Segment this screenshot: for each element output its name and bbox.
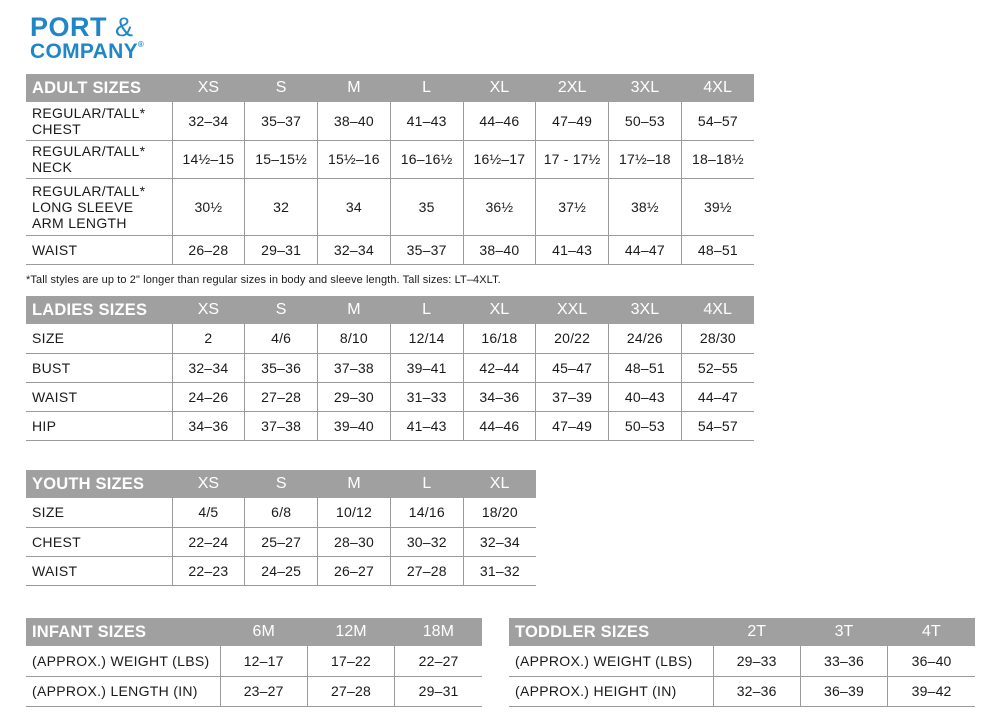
table-cell: 31–32 <box>463 556 536 585</box>
table-cell: 32–34 <box>463 527 536 556</box>
table-cell: 32–34 <box>172 102 245 140</box>
table-cell: 24–26 <box>172 382 245 411</box>
table-row <box>509 676 975 706</box>
table-cell: 17½–18 <box>609 140 682 178</box>
youth-sizes-table <box>26 470 536 586</box>
size-header: S <box>245 470 318 498</box>
table-cell: 29–31 <box>395 676 482 706</box>
table-cell: 34–36 <box>463 382 536 411</box>
size-header: XS <box>172 74 245 102</box>
table-row <box>26 353 754 382</box>
row-label: REGULAR/TALL* LONG SLEEVE ARM LENGTH <box>26 178 172 235</box>
table-row <box>26 178 754 235</box>
table-cell: 12/14 <box>390 324 463 353</box>
row-label: BUST <box>26 353 172 382</box>
table-title: INFANT SIZES <box>26 618 220 646</box>
table-cell: 15½–16 <box>318 140 391 178</box>
table-cell: 42–44 <box>463 353 536 382</box>
table-cell: 27–28 <box>245 382 318 411</box>
table-cell: 12–17 <box>220 646 307 676</box>
size-header: 4XL <box>681 296 754 324</box>
header-row <box>509 618 975 646</box>
table-cell: 36–40 <box>888 646 975 676</box>
brand-logo <box>30 14 144 62</box>
size-header: L <box>390 470 463 498</box>
table-cell: 33–36 <box>800 646 887 676</box>
table-cell: 38–40 <box>463 235 536 264</box>
table-cell: 27–28 <box>307 676 394 706</box>
row-label: (APPROX.) LENGTH (IN) <box>26 676 220 706</box>
table-cell: 48–51 <box>609 353 682 382</box>
row-label: HIP <box>26 411 172 440</box>
table-cell: 35–37 <box>245 102 318 140</box>
size-header: L <box>390 74 463 102</box>
table-cell: 39–41 <box>390 353 463 382</box>
table-row <box>26 102 754 140</box>
table-cell: 32 <box>245 178 318 235</box>
table-title: LADIES SIZES <box>26 296 172 324</box>
row-label: WAIST <box>26 382 172 411</box>
table-cell: 54–57 <box>681 102 754 140</box>
table-cell: 52–55 <box>681 353 754 382</box>
table-title: ADULT SIZES <box>26 74 172 102</box>
table-cell: 4/6 <box>245 324 318 353</box>
table-cell: 37–39 <box>536 382 609 411</box>
table-cell: 26–27 <box>318 556 391 585</box>
table-cell: 37½ <box>536 178 609 235</box>
table-cell: 32–36 <box>713 676 800 706</box>
size-header: M <box>318 470 391 498</box>
table-cell: 16–16½ <box>390 140 463 178</box>
header-row <box>26 470 536 498</box>
table-cell: 32–34 <box>172 353 245 382</box>
row-label: SIZE <box>26 324 172 353</box>
table-cell: 29–33 <box>713 646 800 676</box>
size-header: 3XL <box>609 296 682 324</box>
table-cell: 17 - 17½ <box>536 140 609 178</box>
size-header: 2XL <box>536 74 609 102</box>
size-header: 6M <box>220 618 307 646</box>
size-header: XS <box>172 296 245 324</box>
table-cell: 48–51 <box>681 235 754 264</box>
brand-line1: PORT & <box>30 12 134 42</box>
infant-sizes-table <box>26 618 482 707</box>
size-header: 18M <box>395 618 482 646</box>
table-title: TODDLER SIZES <box>509 618 713 646</box>
table-row <box>26 140 754 178</box>
size-header: XL <box>463 470 536 498</box>
size-header: S <box>245 296 318 324</box>
table-cell: 29–31 <box>245 235 318 264</box>
table-cell: 41–43 <box>390 411 463 440</box>
table-cell: 35–37 <box>390 235 463 264</box>
adult-sizes-table <box>26 74 754 265</box>
table-cell: 22–27 <box>395 646 482 676</box>
row-label: REGULAR/TALL* NECK <box>26 140 172 178</box>
table-row <box>26 527 536 556</box>
table-cell: 44–47 <box>681 382 754 411</box>
table-row <box>26 235 754 264</box>
row-label: (APPROX.) WEIGHT (LBS) <box>509 646 713 676</box>
table-cell: 47–49 <box>536 102 609 140</box>
table-cell: 15–15½ <box>245 140 318 178</box>
table-cell: 44–47 <box>609 235 682 264</box>
table-cell: 14/16 <box>390 498 463 527</box>
table-cell: 38½ <box>609 178 682 235</box>
size-header: 12M <box>307 618 394 646</box>
table-cell: 34–36 <box>172 411 245 440</box>
table-cell: 40–43 <box>609 382 682 411</box>
size-header: 4XL <box>681 74 754 102</box>
table-cell: 24/26 <box>609 324 682 353</box>
size-header: XS <box>172 470 245 498</box>
table-cell: 29–30 <box>318 382 391 411</box>
row-label: (APPROX.) WEIGHT (LBS) <box>26 646 220 676</box>
table-cell: 39½ <box>681 178 754 235</box>
size-header: M <box>318 74 391 102</box>
table-cell: 4/5 <box>172 498 245 527</box>
table-cell: 36½ <box>463 178 536 235</box>
table-cell: 38–40 <box>318 102 391 140</box>
table-cell: 44–46 <box>463 411 536 440</box>
table-cell: 35–36 <box>245 353 318 382</box>
row-label: (APPROX.) HEIGHT (IN) <box>509 676 713 706</box>
table-cell: 14½–15 <box>172 140 245 178</box>
size-header: L <box>390 296 463 324</box>
table-cell: 6/8 <box>245 498 318 527</box>
table-cell: 27–28 <box>390 556 463 585</box>
row-label: WAIST <box>26 556 172 585</box>
table-row <box>26 382 754 411</box>
table-cell: 22–24 <box>172 527 245 556</box>
table-row <box>26 646 482 676</box>
table-cell: 16/18 <box>463 324 536 353</box>
table-cell: 47–49 <box>536 411 609 440</box>
table-row <box>26 324 754 353</box>
row-label: REGULAR/TALL* CHEST <box>26 102 172 140</box>
size-header: 4T <box>888 618 975 646</box>
tall-sizes-footnote: *Tall styles are up to 2" longer than regular sizes in body and sleeve length. Tall sizes: LT–4XLT. <box>26 274 501 286</box>
table-cell: 39–42 <box>888 676 975 706</box>
ladies-sizes-table <box>26 296 754 441</box>
table-cell: 31–33 <box>390 382 463 411</box>
table-title: YOUTH SIZES <box>26 470 172 498</box>
table-row <box>26 676 482 706</box>
table-cell: 28–30 <box>318 527 391 556</box>
table-cell: 25–27 <box>245 527 318 556</box>
row-label: WAIST <box>26 235 172 264</box>
table-cell: 8/10 <box>318 324 391 353</box>
table-cell: 35 <box>390 178 463 235</box>
table-cell: 30–32 <box>390 527 463 556</box>
header-row <box>26 618 482 646</box>
table-cell: 18/20 <box>463 498 536 527</box>
table-cell: 28/30 <box>681 324 754 353</box>
table-cell: 20/22 <box>536 324 609 353</box>
table-cell: 41–43 <box>390 102 463 140</box>
table-cell: 45–47 <box>536 353 609 382</box>
table-cell: 23–27 <box>220 676 307 706</box>
table-cell: 18–18½ <box>681 140 754 178</box>
table-cell: 50–53 <box>609 102 682 140</box>
header-row <box>26 74 754 102</box>
brand-line2: COMPANY® <box>30 40 145 63</box>
row-label: SIZE <box>26 498 172 527</box>
table-cell: 17–22 <box>307 646 394 676</box>
size-header: XXL <box>536 296 609 324</box>
table-cell: 30½ <box>172 178 245 235</box>
table-row <box>509 646 975 676</box>
table-cell: 36–39 <box>800 676 887 706</box>
size-header: 3XL <box>609 74 682 102</box>
size-header: 2T <box>713 618 800 646</box>
size-header: XL <box>463 74 536 102</box>
table-cell: 41–43 <box>536 235 609 264</box>
size-header: M <box>318 296 391 324</box>
table-row <box>26 556 536 585</box>
table-cell: 34 <box>318 178 391 235</box>
table-cell: 22–23 <box>172 556 245 585</box>
table-cell: 10/12 <box>318 498 391 527</box>
table-cell: 44–46 <box>463 102 536 140</box>
size-header: S <box>245 74 318 102</box>
header-row <box>26 296 754 324</box>
table-cell: 37–38 <box>245 411 318 440</box>
table-cell: 24–25 <box>245 556 318 585</box>
table-cell: 32–34 <box>318 235 391 264</box>
table-cell: 39–40 <box>318 411 391 440</box>
table-cell: 50–53 <box>609 411 682 440</box>
size-header: XL <box>463 296 536 324</box>
table-cell: 2 <box>172 324 245 353</box>
table-row <box>26 411 754 440</box>
table-row <box>26 498 536 527</box>
table-cell: 26–28 <box>172 235 245 264</box>
table-cell: 37–38 <box>318 353 391 382</box>
row-label: CHEST <box>26 527 172 556</box>
table-cell: 54–57 <box>681 411 754 440</box>
size-header: 3T <box>800 618 887 646</box>
table-cell: 16½–17 <box>463 140 536 178</box>
toddler-sizes-table <box>509 618 975 707</box>
